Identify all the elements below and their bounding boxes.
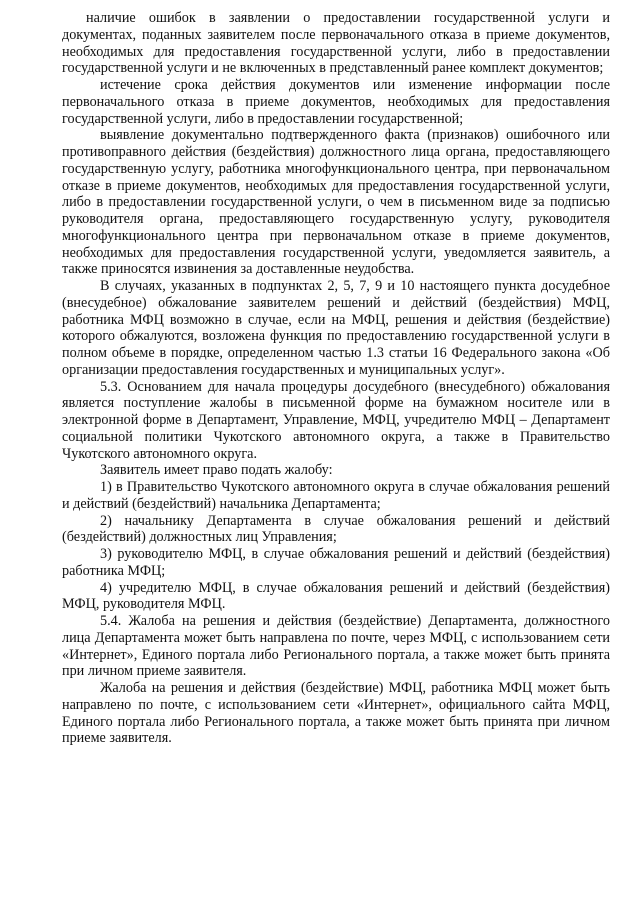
paragraph-erroneous-action: выявление документально подтвержденного факта (признаков) ошибочного или противоправного действия (бездействия) должностного лица органа, предоставляющего государственную услугу, работника многофункционального центра, при первоначальном отказе в приеме документов, необходимых для предоставления государственной услуги, либо в предоставлении государственной услуги, о чем в письменном виде за подписью руководителя органа, предоставляющего государственную услугу, руководителя многофункционального центра при первоначальном отказе в приеме документов, необходимых для предоставления государственной услуги, уведомляется заявитель, а также приносятся извинения за доставленные неудобства. xyxy=(62,127,610,278)
document-page xyxy=(62,10,610,747)
paragraph-section-5-4: 5.4. Жалоба на решения и действия (бездействие) Департамента, должностного лица Департамента может быть направлена по почте, через МФЦ, с использованием сети «Интернет», Единого портала либо Регионального портала, а также может быть принята при личном приеме заявителя. xyxy=(62,613,610,680)
paragraph-errors-in-application: наличие ошибок в заявлении о предоставлении государственной услуги и документах, поданных заявителем после первоначального отказа в приеме документов, необходимых для предоставления государственной услуги, либо в предоставлении государственной услуги и не включенных в представленный ранее комплект документов; xyxy=(62,10,610,77)
paragraph-mfc-appeal-cases: В случаях, указанных в подпунктах 2, 5, 7, 9 и 10 настоящего пункта досудебное (внесудебное) обжалование заявителем решений и действий (бездействия) МФЦ, работника МФЦ возможно в случае, если на МФЦ, решения и действия (бездействие) которого обжалуются, возложена функция по предоставлению государственной услуги в полном объеме в порядке, определенном частью 1.3 статьи 16 Федерального закона «Об организации предоставления государственных и муниципальных услуг». xyxy=(62,278,610,378)
paragraph-document-expiry: истечение срока действия документов или изменение информации после первоначального отказа в приеме документов, необходимых для предоставления государственной услуги, либо в предоставлении государственной; xyxy=(62,77,610,127)
paragraph-mfc-complaint: Жалоба на решения и действия (бездействие) МФЦ, работника МФЦ может быть направлено по почте, с использованием сети «Интернет», официального сайта МФЦ, Единого портала либо Регионального портала, а также может быть принята при личном приеме заявителя. xyxy=(62,680,610,747)
list-item-4: 4) учредителю МФЦ, в случае обжалования решений и действий (бездействия) МФЦ, руководителя МФЦ. xyxy=(62,579,610,613)
list-item-2: 2) начальнику Департамента в случае обжалования решений и действий (бездействий) должностных лиц Управления; xyxy=(62,512,610,546)
paragraph-section-5-3: 5.3. Основанием для начала процедуры досудебного (внесудебного) обжалования является поступление жалобы в письменной форме на бумажном носителе или в электронной форме в Департамент, Управление, МФЦ, учредителю МФЦ – Департамент социальной политики Чукотского автономного округа, а также в Правительство Чукотского автономного округа. xyxy=(62,378,610,462)
list-item-1: 1) в Правительство Чукотского автономного округа в случае обжалования решений и действий (бездействий) начальника Департамента; xyxy=(62,479,610,512)
paragraph-right-to-complain: Заявитель имеет право подать жалобу: xyxy=(100,462,333,479)
list-item-3: 3) руководителю МФЦ, в случае обжалования решений и действий (бездействия) работника МФЦ; xyxy=(62,546,610,579)
